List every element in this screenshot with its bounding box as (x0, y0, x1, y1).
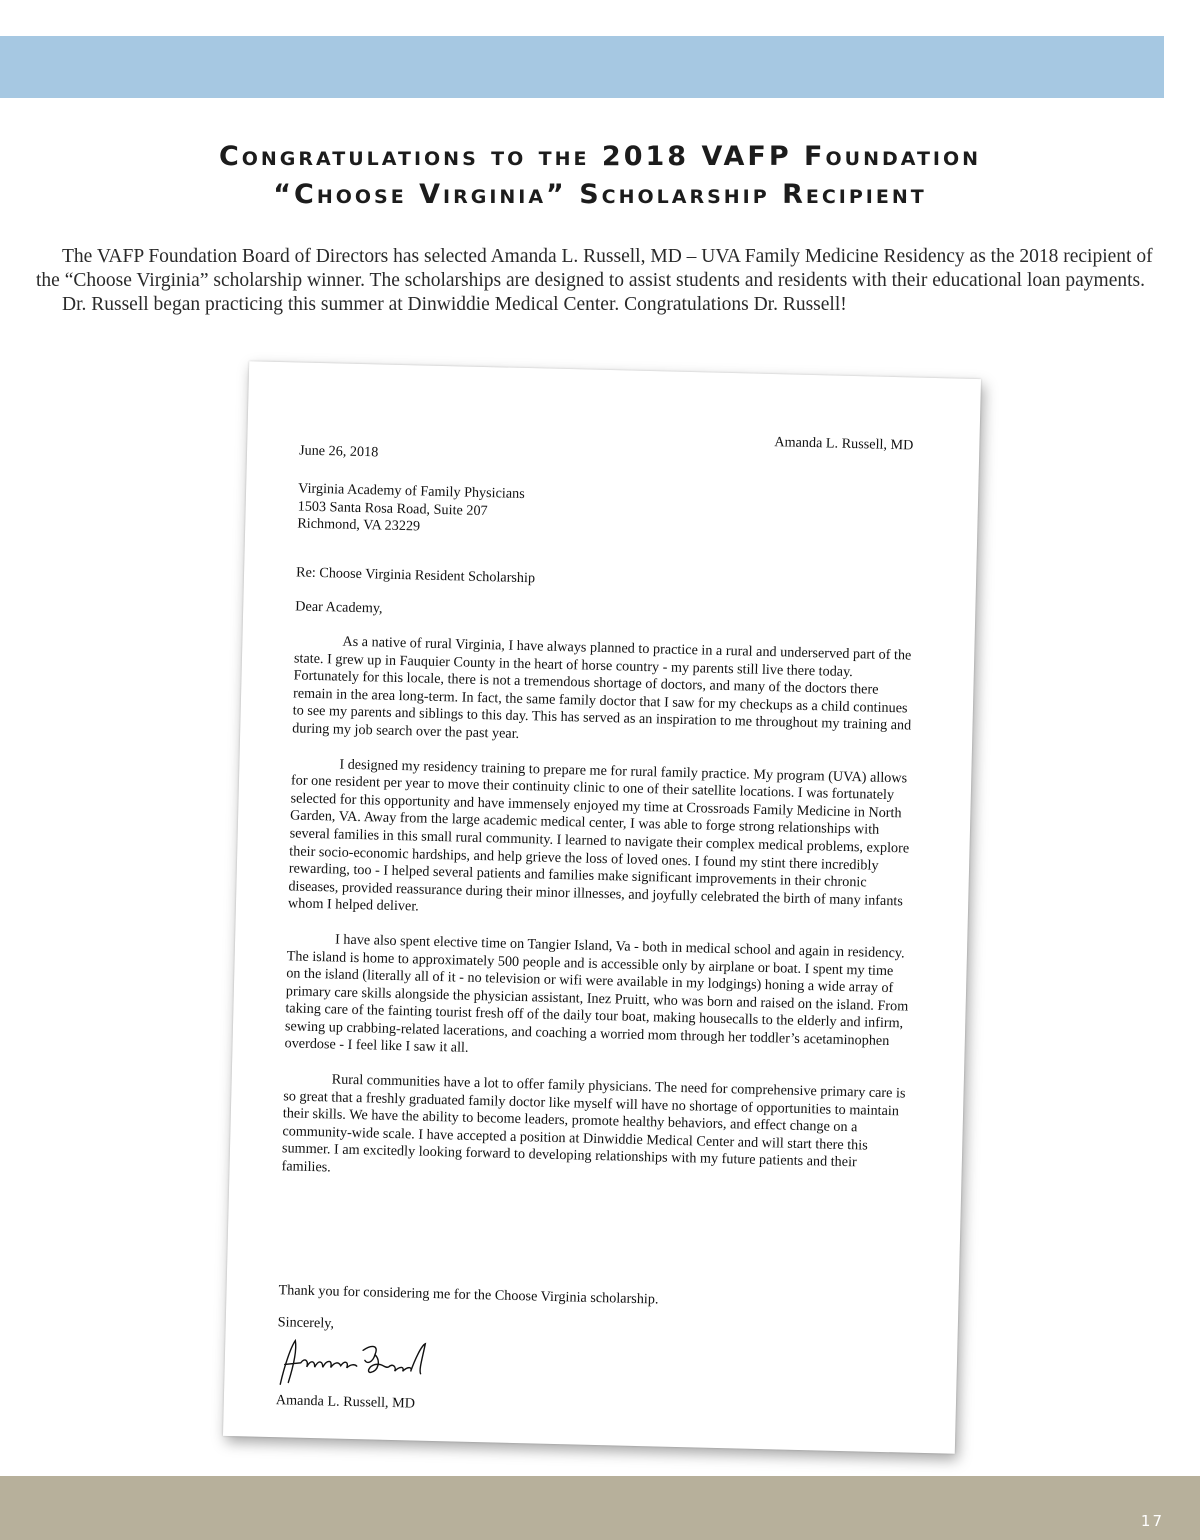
letter-paragraph: I have also spent elective time on Tangier Island, Va - both in medical school and again in residency. The island is home to approximately 500 people and is accessible only by airplane or boat. I spent my time on the island (literally all of it - no television or wifi were available in my lodgings) honing a wide array of primary care skills alongside the physician assistant, Inez Pruitt, who was born and raised on the island. From taking care of the fainting tourist fresh off of the daily tour boat, making housecalls to the elderly and infirm, sewing up crabbing-related lacerations, and coaching a worried mom through her toddler’s acetaminophen overdose - I feel like I saw it all. (284, 931, 909, 1057)
letter-thanks: Thank you for considering me for the Choose Virginia scholarship. (278, 1282, 659, 1308)
address-line: Virginia Academy of Family Physicians (297, 480, 525, 502)
page-title-line-1: Congratulations to the 2018 VAFP Foundation (218, 141, 982, 172)
address-line: Richmond, VA 23229 (297, 515, 421, 535)
letter-paragraph: I designed my residency training to prepare me for rural family practice. My program (UVA) allows for one resident per year to move their continuity clinic to one of their satellite locations. I was fortunately selected for this opportunity and have immensely enjoyed my time at Crossroads Family Medicine in North Garden, VA. Away from the large academic medical center, I was able to forge strong relationships with several families in this small rural community. I learned to navigate their complex medical problems, explore their socio-economic hardships, and help grieve the loss of loved ones. I found my stint there incredibly rewarding, too - I helped several patients and families make significant improvements in their chronic diseases, provided reassurance during their minor illnesses, and joyfully celebrated the birth of many infants whom I helped deliver. (287, 756, 910, 915)
letter-image (223, 361, 981, 1454)
intro-paragraph: Dr. Russell began practicing this summer at Dinwiddie Medical Center. Congratulations Dr. Russell! (62, 294, 847, 315)
letter-signer-name: Amanda L. Russell, MD (275, 1392, 416, 1412)
letter-date: June 26, 2018 (298, 442, 379, 461)
intro-text (36, 245, 1166, 317)
letter-paragraph: As a native of rural Virginia, I have always planned to practice in a rural and underserved part of the state. I grew up in Fauquier County in the heart of horse country - my parents still live there today. Fortunately for this locale, there is not a tremendous shortage of doctors, and many of the doctors there remain in the area long-term. In fact, the same family doctor that I saw for my checkups as a child continues to see my parents and siblings to this day. This has served as an inspiration to me throughout my training and during my job search over the past year. (292, 633, 912, 742)
page-title-line-2: “Choose Virginia” Scholarship Recipient (273, 179, 927, 210)
letter-subject: Re: Choose Virginia Resident Scholarship (295, 564, 536, 587)
letter-closing: Sincerely, (277, 1314, 335, 1332)
address-line: 1503 Santa Rosa Road, Suite 207 (297, 498, 488, 519)
handwritten-signature (274, 1334, 435, 1394)
page-title (0, 138, 1200, 214)
header-color-band (0, 36, 1164, 98)
letter-salutation: Dear Academy, (295, 598, 383, 617)
letter-paragraph: Rural communities have a lot to offer family physicians. The need for comprehensive primary care is so great that a freshly graduated family doctor like myself will have no shortage of opportunities to maintain their skills. We have the ability to become leaders, promote healthy behaviors, and effect change on a community-wide scale. I have accepted a position at Dinwiddie Medical Center and will start there this summer. I am excitedly looking forward to developing relationships with my future patients and their families. (281, 1071, 906, 1176)
letter-body (281, 632, 919, 1208)
intro-paragraph: The VAFP Foundation Board of Directors has selected Amanda L. Russell, MD – UVA Family Medicine Residency as the 2018 recipient of the “Choose Virginia” scholarship winner. The scholarships are designed to assist students and residents with their educational loan payments. (36, 246, 1153, 291)
letter-recipient-address (297, 480, 525, 538)
page-number: 17 (1140, 1512, 1164, 1530)
letter-sender: Amanda L. Russell, MD (774, 434, 914, 454)
footer-color-band (0, 1476, 1200, 1540)
